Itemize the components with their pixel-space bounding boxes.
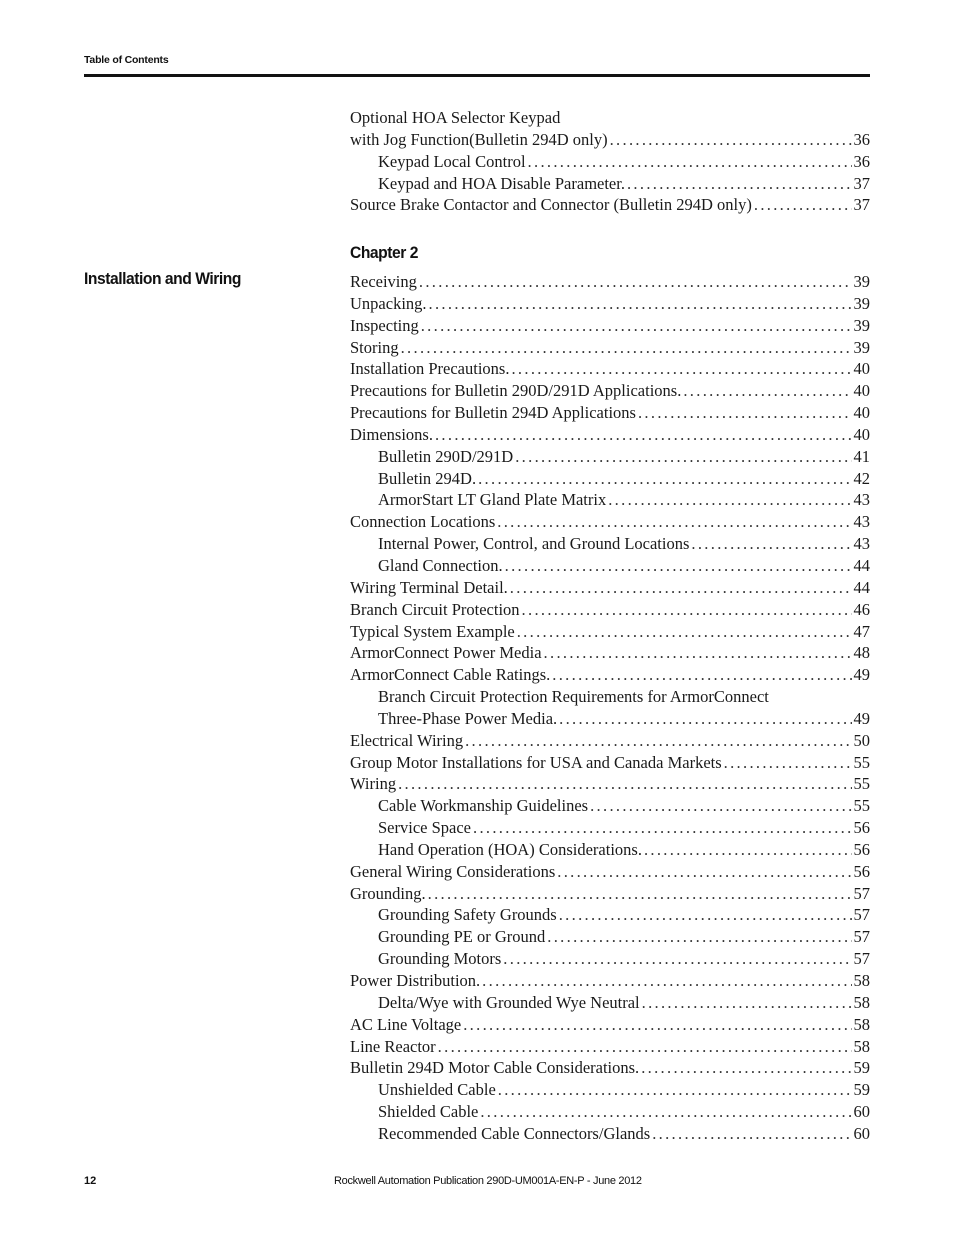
dot-leader — [438, 1036, 852, 1058]
toc-entry-title: with Jog Function(Bulletin 294D only) — [350, 129, 608, 149]
dot-leader — [429, 293, 852, 315]
toc-entry-title: Hand Operation (HOA) Considerations. — [378, 839, 642, 859]
toc-entry-title: Precautions for Bulletin 290D/291D Applications. — [350, 381, 682, 401]
toc-entry[interactable] — [350, 129, 870, 151]
toc-entry-page: 43 — [853, 490, 870, 510]
toc-entry-title: Connection Locations — [350, 512, 496, 532]
toc-entry[interactable] — [350, 1036, 870, 1058]
toc-entry-page: 60 — [853, 1102, 870, 1122]
toc-entry-page: 58 — [853, 1036, 870, 1056]
dot-leader — [515, 446, 851, 468]
dot-leader — [517, 621, 852, 643]
toc-entry-page: 39 — [853, 293, 870, 313]
dot-leader — [435, 424, 852, 446]
toc-entry-page: 36 — [853, 151, 870, 171]
toc-entry-page: 55 — [853, 796, 870, 816]
toc-entry[interactable] — [350, 315, 870, 337]
toc-entry[interactable] — [350, 511, 870, 533]
dot-leader — [644, 839, 852, 861]
toc-entry-page: 58 — [853, 992, 870, 1012]
toc-entry-page: 43 — [853, 534, 870, 554]
dot-leader — [557, 861, 851, 883]
dot-leader — [608, 489, 851, 511]
toc-entry-page: 56 — [853, 839, 870, 859]
toc-entry[interactable] — [350, 1057, 870, 1079]
toc-entry-title: General Wiring Considerations — [350, 861, 556, 881]
toc-entry[interactable] — [350, 730, 870, 752]
toc-entry-page: 37 — [853, 195, 870, 215]
toc-entry-title: Typical System Example — [350, 621, 515, 641]
toc-entry[interactable] — [350, 173, 870, 195]
toc-entry-page: 57 — [853, 883, 870, 903]
toc-entry-title: Inspecting — [350, 315, 419, 335]
toc-entry-title: Gland Connection. — [378, 555, 503, 575]
toc-entry-title: Bulletin 294D Motor Cable Considerations. — [350, 1058, 640, 1078]
page-number: 12 — [84, 1175, 97, 1187]
toc-entry-title: Storing — [350, 337, 399, 357]
dot-leader — [610, 129, 852, 151]
toc-entry[interactable] — [350, 358, 870, 380]
toc-entry[interactable] — [350, 621, 870, 643]
toc-entry-title: Optional HOA Selector Keypad — [350, 108, 561, 127]
toc-entry-page: 49 — [853, 665, 870, 685]
toc-entry-page: 55 — [853, 774, 870, 794]
toc-entry[interactable] — [350, 337, 870, 359]
dot-leader — [528, 151, 852, 173]
toc-entry-page: 47 — [853, 621, 870, 641]
dot-leader — [465, 730, 851, 752]
toc-entry-page: 58 — [853, 1014, 870, 1034]
toc-entry-title: Keypad and HOA Disable Parameter. — [378, 173, 625, 193]
toc-entry[interactable] — [350, 271, 870, 293]
toc-entry[interactable] — [350, 107, 870, 129]
toc-entry-title: Power Distribution. — [350, 971, 481, 990]
header-rule — [84, 74, 870, 77]
toc-entry-title: Bulletin 294D. — [378, 468, 477, 488]
toc-entry-title: Group Motor Installations for USA and Canada Markets — [350, 752, 722, 772]
toc-entry-page: 46 — [853, 599, 870, 619]
dot-leader — [463, 1014, 851, 1036]
toc-entry-page: 41 — [853, 446, 870, 466]
toc-entry-page: 57 — [853, 949, 870, 969]
toc-entry-page: 39 — [853, 337, 870, 357]
toc-entry-title: Unshielded Cable — [378, 1080, 496, 1100]
dot-leader — [559, 708, 851, 730]
toc-entry-page: 49 — [853, 708, 870, 728]
toc-entry-title: Grounding Motors — [378, 949, 502, 969]
dot-leader — [724, 752, 852, 774]
dot-leader — [552, 664, 851, 686]
toc-entry-title: Branch Circuit Protection — [350, 599, 520, 619]
dot-leader — [754, 194, 852, 216]
toc-entry[interactable] — [350, 970, 870, 992]
toc-entry[interactable] — [350, 489, 870, 511]
toc-entry[interactable] — [350, 424, 870, 446]
dot-leader — [398, 773, 851, 795]
toc-entry[interactable] — [350, 883, 870, 905]
toc-entry-page: 40 — [853, 359, 870, 379]
toc-entry-title: Bulletin 290D/291D — [378, 446, 514, 466]
dot-leader — [638, 402, 852, 424]
toc-entry-page: 59 — [853, 1058, 870, 1078]
chapter-title: Installation and Wiring — [84, 269, 241, 288]
toc-entry[interactable] — [350, 599, 870, 621]
toc-entry-page: 40 — [853, 403, 870, 423]
toc-entry[interactable] — [350, 533, 870, 555]
toc-entry[interactable] — [350, 151, 870, 173]
dot-leader — [547, 926, 851, 948]
toc-entry[interactable] — [350, 1123, 870, 1145]
toc-entry-title: Recommended Cable Connectors/Glands — [378, 1123, 651, 1143]
dot-leader — [642, 992, 852, 1014]
toc-entry-title: Service Space — [378, 818, 471, 838]
toc-entry[interactable] — [350, 773, 870, 795]
toc-entry-title: Dimensions. — [350, 424, 433, 444]
toc-entry[interactable] — [350, 293, 870, 315]
toc-entry-title: ArmorConnect Cable Ratings. — [350, 665, 551, 685]
toc-entry-title: Wiring — [350, 774, 397, 794]
toc-entry-page: 56 — [853, 818, 870, 838]
toc-entry-page: 50 — [853, 730, 870, 750]
dot-leader — [482, 970, 851, 992]
toc-entry-title: Receiving — [350, 272, 417, 291]
dot-leader — [498, 1079, 852, 1101]
toc-entry-title: ArmorConnect Power Media — [350, 643, 542, 663]
toc-entry[interactable] — [350, 555, 870, 577]
running-header: Table of Contents — [84, 54, 169, 66]
toc-entry-page: 43 — [853, 512, 870, 532]
dot-leader — [473, 817, 852, 839]
dot-leader — [641, 1057, 851, 1079]
toc-entry-page: 37 — [853, 173, 870, 193]
toc-entry-title: Installation Precautions. — [350, 359, 510, 379]
toc-entry[interactable] — [350, 992, 870, 1014]
toc-entry[interactable] — [350, 904, 870, 926]
toc-entry[interactable] — [350, 664, 870, 686]
dot-leader — [511, 358, 851, 380]
toc-entry-page: 44 — [853, 555, 870, 575]
toc-entry-page: 57 — [853, 927, 870, 947]
toc-entry[interactable] — [350, 817, 870, 839]
toc-entry[interactable] — [350, 446, 870, 468]
toc-entry-title: Grounding Safety Grounds — [378, 905, 557, 925]
dot-leader — [503, 948, 851, 970]
toc-entry[interactable] — [350, 1014, 870, 1036]
toc-entry-page: 56 — [853, 861, 870, 881]
toc-entry-title: AC Line Voltage — [350, 1014, 462, 1034]
dot-leader — [590, 795, 851, 817]
dot-leader — [401, 337, 852, 359]
dot-leader — [419, 271, 852, 293]
toc-entry-title: Internal Power, Control, and Ground Locations — [378, 534, 690, 554]
toc-entry[interactable] — [350, 708, 870, 730]
toc-entry[interactable] — [350, 926, 870, 948]
chapter-label: Chapter 2 — [350, 243, 419, 262]
toc-chapter-list — [350, 271, 870, 1145]
toc-entry-page: 40 — [853, 424, 870, 444]
dot-leader — [627, 173, 852, 195]
dot-leader — [652, 1123, 851, 1145]
toc-entry-title: Cable Workmanship Guidelines — [378, 796, 589, 816]
dot-leader — [480, 1101, 851, 1123]
publication-footer: Rockwell Automation Publication 290D-UM001A-EN-P - June 2012 — [334, 1175, 642, 1187]
toc-entry[interactable] — [350, 402, 870, 424]
toc-entry-title: Precautions for Bulletin 294D Applications — [350, 403, 636, 423]
toc-entry-page: 44 — [853, 577, 870, 597]
dot-leader — [691, 533, 851, 555]
toc-entry-page: 39 — [853, 272, 870, 291]
toc-entry-page: 59 — [853, 1080, 870, 1100]
dot-leader — [497, 511, 851, 533]
dot-leader — [544, 642, 852, 664]
toc-entry-title: Branch Circuit Protection Requirements for ArmorConnect — [378, 687, 769, 707]
toc-entry-page: 60 — [853, 1123, 870, 1143]
toc-entry-page: 39 — [853, 315, 870, 335]
toc-entry[interactable] — [350, 1079, 870, 1101]
toc-entry[interactable] — [350, 861, 870, 883]
toc-entry-title: Electrical Wiring — [350, 730, 464, 750]
toc-entry-title: Unpacking. — [350, 293, 427, 313]
toc-entry-title: Grounding PE or Ground — [378, 927, 546, 947]
toc-entry-title: Source Brake Contactor and Connector (Bulletin 294D only) — [350, 195, 752, 215]
toc-entry[interactable] — [350, 642, 870, 664]
dot-leader — [421, 315, 852, 337]
dot-leader — [559, 904, 852, 926]
toc-entry[interactable] — [350, 752, 870, 774]
toc-entry-title: Grounding. — [350, 883, 426, 903]
toc-entry-title: Three-Phase Power Media. — [378, 708, 558, 728]
toc-entry-title: ArmorStart LT Gland Plate Matrix — [378, 490, 607, 510]
toc-entry-page: 40 — [853, 381, 870, 401]
toc-entry[interactable] — [350, 380, 870, 402]
toc-entry-page: 55 — [853, 752, 870, 772]
toc-entry[interactable] — [350, 194, 870, 216]
toc-entry[interactable] — [350, 577, 870, 599]
dot-leader — [428, 883, 852, 905]
toc-entry-title: Shielded Cable — [378, 1102, 479, 1122]
toc-entry[interactable] — [350, 839, 870, 861]
toc-entry[interactable] — [350, 468, 870, 490]
toc-entry-title: Wiring Terminal Detail. — [350, 577, 508, 597]
dot-leader — [510, 577, 852, 599]
toc-entry-title: Keypad Local Control — [378, 151, 526, 171]
toc-entry[interactable] — [350, 1101, 870, 1123]
dot-leader — [505, 555, 852, 577]
toc-entry-title: Line Reactor — [350, 1036, 436, 1056]
toc-continuation-list — [350, 107, 870, 216]
toc-entry[interactable] — [350, 686, 870, 708]
dot-leader — [683, 380, 851, 402]
toc-entry[interactable] — [350, 795, 870, 817]
toc-entry-page: 58 — [853, 971, 870, 990]
dot-leader — [478, 468, 851, 490]
toc-entry-page: 57 — [853, 905, 870, 925]
toc-entry-page: 36 — [853, 129, 870, 149]
toc-entry-page: 42 — [853, 468, 870, 488]
dot-leader — [522, 599, 852, 621]
toc-entry-title: Delta/Wye with Grounded Wye Neutral — [378, 992, 640, 1012]
toc-entry-page: 48 — [853, 643, 870, 663]
toc-entry[interactable] — [350, 948, 870, 970]
